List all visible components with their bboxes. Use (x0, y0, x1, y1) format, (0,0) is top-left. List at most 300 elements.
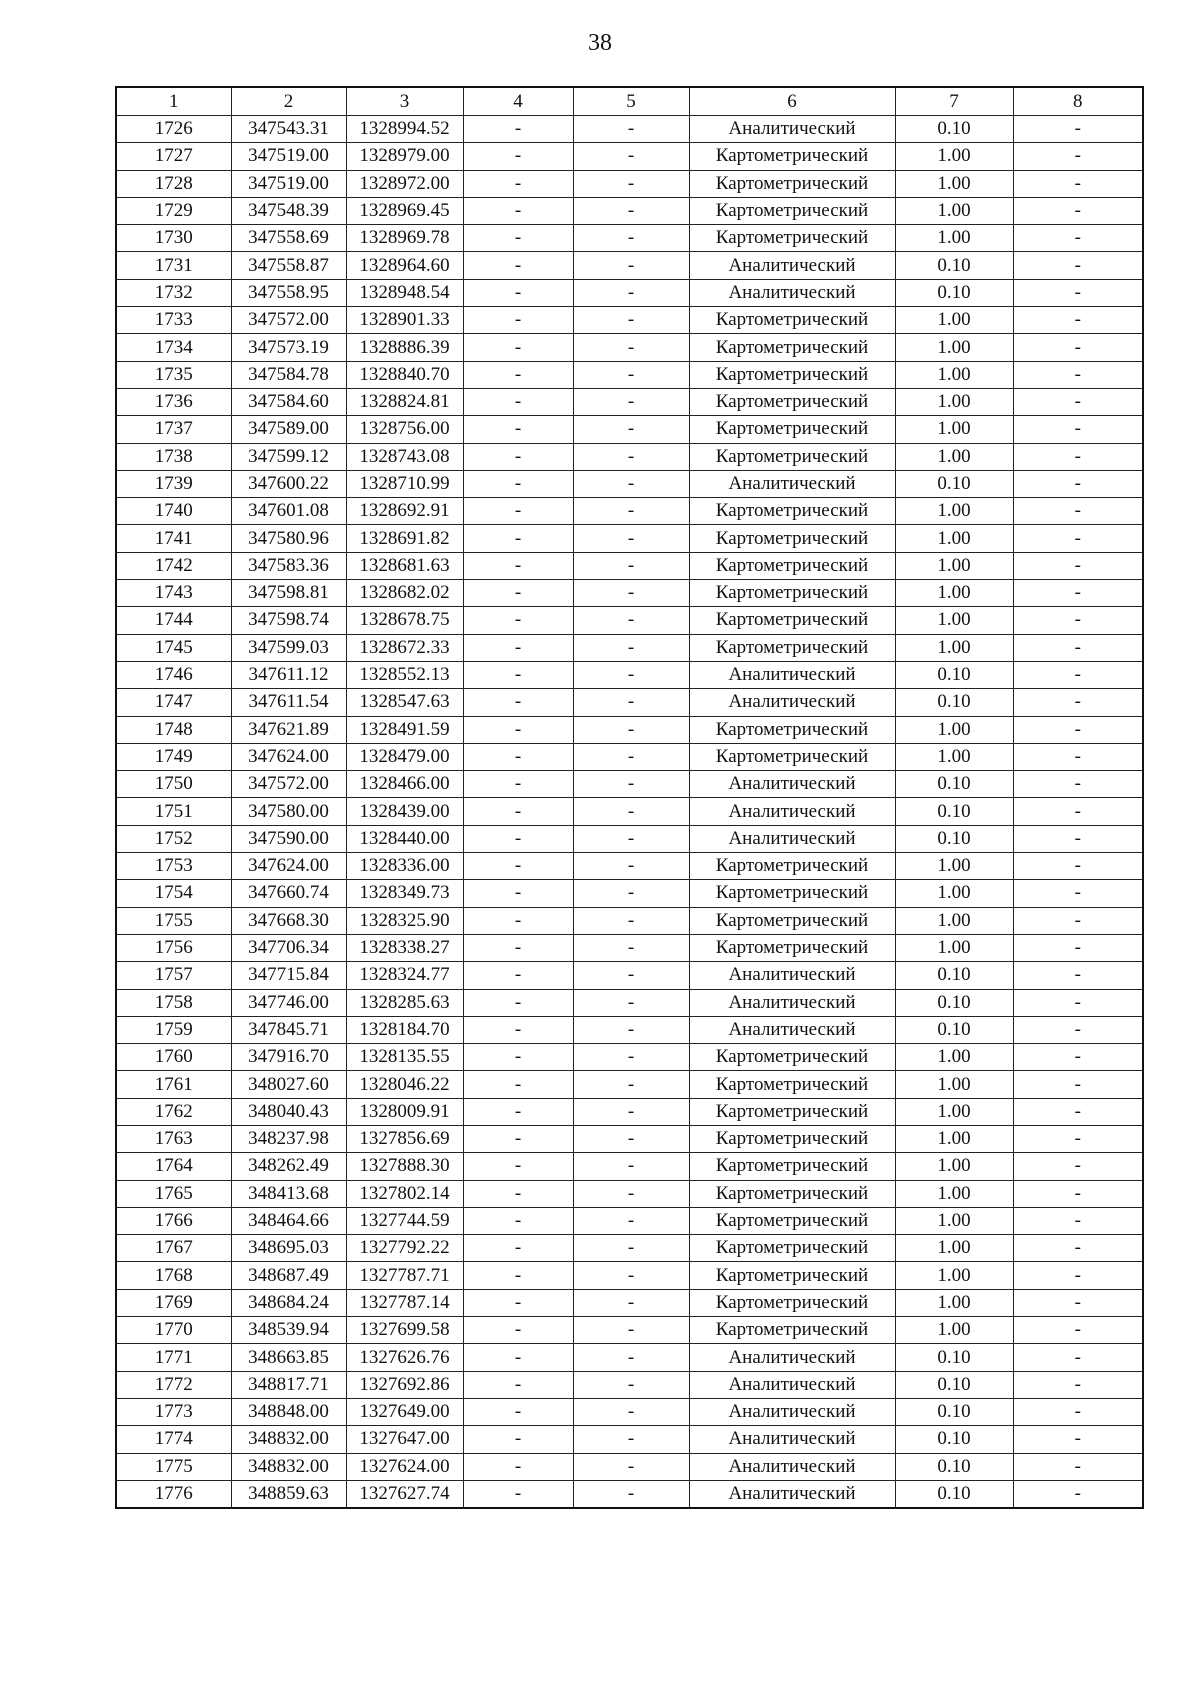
table-row (116, 252, 1143, 279)
table-cell: Картометрический (689, 361, 895, 388)
table-cell: 348832.00 (231, 1453, 346, 1480)
table-cell: 1.00 (895, 1317, 1013, 1344)
table-row (116, 934, 1143, 961)
table-row (116, 116, 1143, 143)
table-cell: - (1013, 716, 1143, 743)
table-cell: 1727 (116, 143, 231, 170)
table-cell: Картометрический (689, 607, 895, 634)
table-row (116, 1426, 1143, 1453)
table-cell: - (573, 279, 689, 306)
table-cell: 348539.94 (231, 1317, 346, 1344)
table-cell: 0.10 (895, 1480, 1013, 1508)
table-cell: 1328901.33 (346, 307, 463, 334)
table-cell: 1730 (116, 225, 231, 252)
table-cell: - (1013, 252, 1143, 279)
table-cell: 347558.87 (231, 252, 346, 279)
table-cell: Картометрический (689, 552, 895, 579)
table-cell: - (463, 197, 573, 224)
table-cell: Картометрический (689, 907, 895, 934)
table-cell: 1770 (116, 1317, 231, 1344)
table-cell: - (463, 1480, 573, 1508)
table-cell: - (1013, 689, 1143, 716)
table-cell: 1776 (116, 1480, 231, 1508)
table-cell: - (463, 907, 573, 934)
table-cell: - (573, 907, 689, 934)
table-cell: 1327744.59 (346, 1207, 463, 1234)
table-cell: - (573, 1398, 689, 1425)
table-cell: - (463, 143, 573, 170)
table-cell: - (573, 1480, 689, 1508)
table-cell: - (1013, 907, 1143, 934)
table-cell: 0.10 (895, 279, 1013, 306)
table-cell: 1328682.02 (346, 580, 463, 607)
table-cell: 1.00 (895, 552, 1013, 579)
table-cell: 1327692.86 (346, 1371, 463, 1398)
table-cell: 1753 (116, 853, 231, 880)
table-cell: 0.10 (895, 1371, 1013, 1398)
table-cell: 0.10 (895, 661, 1013, 688)
table-row (116, 170, 1143, 197)
table-cell: Картометрический (689, 716, 895, 743)
table-cell: - (1013, 334, 1143, 361)
table-row (116, 771, 1143, 798)
table-cell: 347598.81 (231, 580, 346, 607)
table-cell: - (573, 1180, 689, 1207)
table-cell: 1734 (116, 334, 231, 361)
table-cell: 0.10 (895, 1344, 1013, 1371)
table-cell: Аналитический (689, 798, 895, 825)
table-cell: 348817.71 (231, 1371, 346, 1398)
table-cell: Аналитический (689, 689, 895, 716)
table-cell: - (463, 1453, 573, 1480)
table-cell: - (1013, 498, 1143, 525)
table-cell: - (1013, 1125, 1143, 1152)
table-row (116, 1371, 1143, 1398)
table-cell: Аналитический (689, 1344, 895, 1371)
table-cell: 1.00 (895, 143, 1013, 170)
table-cell: 1.00 (895, 1289, 1013, 1316)
table-cell: - (1013, 1098, 1143, 1125)
table-cell: - (1013, 1262, 1143, 1289)
table-cell: 347624.00 (231, 743, 346, 770)
table-cell: 347584.60 (231, 388, 346, 415)
table-cell: - (573, 197, 689, 224)
table-cell: - (463, 116, 573, 143)
table-cell: 1751 (116, 798, 231, 825)
table-cell: 1738 (116, 443, 231, 470)
table-cell: - (1013, 552, 1143, 579)
table-cell: 1.00 (895, 1098, 1013, 1125)
table-cell: - (463, 634, 573, 661)
table-cell: 1.00 (895, 1235, 1013, 1262)
table-cell: 1328466.00 (346, 771, 463, 798)
table-cell: - (1013, 634, 1143, 661)
table-cell: 1769 (116, 1289, 231, 1316)
table-cell: 0.10 (895, 962, 1013, 989)
table-cell: - (1013, 1398, 1143, 1425)
table-row (116, 443, 1143, 470)
table-cell: 1743 (116, 580, 231, 607)
table-cell: - (573, 170, 689, 197)
table-cell: - (1013, 607, 1143, 634)
table-cell: - (463, 880, 573, 907)
table-cell: - (1013, 416, 1143, 443)
table-cell: - (463, 525, 573, 552)
table-cell: 1760 (116, 1044, 231, 1071)
table-cell: 348832.00 (231, 1426, 346, 1453)
table-cell: - (1013, 934, 1143, 961)
table-row (116, 580, 1143, 607)
table-cell: - (1013, 170, 1143, 197)
table-cell: 1744 (116, 607, 231, 634)
table-row (116, 225, 1143, 252)
table-cell: 347572.00 (231, 307, 346, 334)
table-cell: 347845.71 (231, 1016, 346, 1043)
table-cell: Картометрический (689, 1044, 895, 1071)
table-cell: 347589.00 (231, 416, 346, 443)
table-cell: - (1013, 307, 1143, 334)
table-cell: - (463, 1426, 573, 1453)
table-cell: - (573, 334, 689, 361)
table-row (116, 1044, 1143, 1071)
table-cell: - (573, 825, 689, 852)
table-row (116, 1480, 1143, 1508)
table-cell: 348687.49 (231, 1262, 346, 1289)
table-cell: - (573, 361, 689, 388)
table-cell: - (463, 443, 573, 470)
table-cell: 1758 (116, 989, 231, 1016)
table-cell: - (573, 1207, 689, 1234)
table-cell: 1328009.91 (346, 1098, 463, 1125)
table-cell: - (573, 1071, 689, 1098)
table-cell: - (1013, 143, 1143, 170)
table-cell: Картометрический (689, 225, 895, 252)
table-row (116, 689, 1143, 716)
table-cell: - (1013, 1153, 1143, 1180)
table-cell: - (573, 771, 689, 798)
table-cell: 347519.00 (231, 143, 346, 170)
table-cell: 1327888.30 (346, 1153, 463, 1180)
table-cell: 1328324.77 (346, 962, 463, 989)
table-cell: 1766 (116, 1207, 231, 1234)
table-cell: - (1013, 116, 1143, 143)
table-cell: 1.00 (895, 634, 1013, 661)
table-cell: - (1013, 743, 1143, 770)
table-cell: - (463, 689, 573, 716)
column-header: 1 (116, 87, 231, 116)
column-header: 4 (463, 87, 573, 116)
table-cell: - (463, 853, 573, 880)
table-cell: 347600.22 (231, 470, 346, 497)
table-cell: - (1013, 1317, 1143, 1344)
table-cell: - (1013, 1289, 1143, 1316)
table-cell: 347558.95 (231, 279, 346, 306)
table-cell: - (463, 1398, 573, 1425)
table-cell: 1746 (116, 661, 231, 688)
table-cell: Аналитический (689, 1398, 895, 1425)
table-cell: 1765 (116, 1180, 231, 1207)
table-cell: 1327787.71 (346, 1262, 463, 1289)
table-cell: 348663.85 (231, 1344, 346, 1371)
table-cell: - (1013, 470, 1143, 497)
table-cell: - (463, 661, 573, 688)
table-row (116, 1125, 1143, 1152)
table-cell: 347611.54 (231, 689, 346, 716)
table-cell: Аналитический (689, 825, 895, 852)
table-cell: 1.00 (895, 416, 1013, 443)
coordinates-table (115, 86, 1144, 1509)
table-row (116, 1153, 1143, 1180)
table-cell: - (573, 1153, 689, 1180)
table-cell: 1328338.27 (346, 934, 463, 961)
table-cell: 1.00 (895, 1153, 1013, 1180)
table-row (116, 853, 1143, 880)
table-row (116, 1317, 1143, 1344)
table-cell: 1757 (116, 962, 231, 989)
table-cell: 1328479.00 (346, 743, 463, 770)
table-cell: 347668.30 (231, 907, 346, 934)
table-cell: - (573, 1016, 689, 1043)
table-cell: - (1013, 1207, 1143, 1234)
table-cell: 347599.12 (231, 443, 346, 470)
table-cell: 1328964.60 (346, 252, 463, 279)
table-cell: 1735 (116, 361, 231, 388)
table-cell: 1.00 (895, 1262, 1013, 1289)
table-cell: 1328969.78 (346, 225, 463, 252)
table-cell: Картометрический (689, 1207, 895, 1234)
table-cell: - (463, 1235, 573, 1262)
table-row (116, 661, 1143, 688)
table-row (116, 716, 1143, 743)
table-cell: 347543.31 (231, 116, 346, 143)
table-cell: - (573, 116, 689, 143)
table-cell: - (1013, 771, 1143, 798)
table-cell: 1.00 (895, 170, 1013, 197)
table-cell: Картометрический (689, 634, 895, 661)
table-cell: - (463, 1044, 573, 1071)
table-cell: - (463, 1125, 573, 1152)
table-cell: - (1013, 1180, 1143, 1207)
table-cell: 1771 (116, 1344, 231, 1371)
table-cell: 1328547.63 (346, 689, 463, 716)
table-cell: 1748 (116, 716, 231, 743)
table-cell: 348237.98 (231, 1125, 346, 1152)
table-cell: 1.00 (895, 716, 1013, 743)
column-header: 2 (231, 87, 346, 116)
table-cell: 1328672.33 (346, 634, 463, 661)
table-cell: Картометрический (689, 443, 895, 470)
table-cell: - (1013, 197, 1143, 224)
table-cell: 1.00 (895, 1071, 1013, 1098)
table-cell: Картометрический (689, 1180, 895, 1207)
table-row (116, 907, 1143, 934)
table-cell: 1.00 (895, 334, 1013, 361)
table-row (116, 743, 1143, 770)
table-cell: - (463, 225, 573, 252)
table-row (116, 607, 1143, 634)
table-cell: Картометрический (689, 1289, 895, 1316)
column-header: 8 (1013, 87, 1143, 116)
table-cell: Картометрический (689, 197, 895, 224)
table-cell: - (463, 1153, 573, 1180)
table-cell: 1.00 (895, 1207, 1013, 1234)
table-cell: 1328691.82 (346, 525, 463, 552)
table-row (116, 798, 1143, 825)
table-cell: - (463, 498, 573, 525)
table-cell: - (573, 634, 689, 661)
table-row (116, 334, 1143, 361)
table-cell: 1764 (116, 1153, 231, 1180)
table-cell: 1328756.00 (346, 416, 463, 443)
table-cell: Картометрический (689, 170, 895, 197)
table-cell: 1.00 (895, 197, 1013, 224)
table-cell: 1327792.22 (346, 1235, 463, 1262)
table-cell: - (573, 716, 689, 743)
table-cell: - (1013, 989, 1143, 1016)
table-row (116, 1235, 1143, 1262)
table-cell: - (1013, 1016, 1143, 1043)
table-cell: 1328046.22 (346, 1071, 463, 1098)
table-cell: 347558.69 (231, 225, 346, 252)
table-cell: 1328552.13 (346, 661, 463, 688)
table-cell: Картометрический (689, 853, 895, 880)
table-cell: - (1013, 1235, 1143, 1262)
table-cell: 347548.39 (231, 197, 346, 224)
table-cell: - (1013, 1344, 1143, 1371)
table-cell: 1742 (116, 552, 231, 579)
table-cell: - (463, 470, 573, 497)
table-cell: Картометрический (689, 334, 895, 361)
table-cell: - (1013, 443, 1143, 470)
table-cell: 348413.68 (231, 1180, 346, 1207)
table-cell: 347621.89 (231, 716, 346, 743)
table-cell: 1327649.00 (346, 1398, 463, 1425)
table-cell: - (1013, 525, 1143, 552)
table-cell: - (573, 962, 689, 989)
table-cell: Картометрический (689, 1071, 895, 1098)
table-cell: - (573, 934, 689, 961)
table-row (116, 307, 1143, 334)
table-cell: 1.00 (895, 525, 1013, 552)
table-cell: 1328692.91 (346, 498, 463, 525)
table-row (116, 1071, 1143, 1098)
table-cell: 347611.12 (231, 661, 346, 688)
table-cell: 347590.00 (231, 825, 346, 852)
table-cell: Аналитический (689, 989, 895, 1016)
table-cell: 1328994.52 (346, 116, 463, 143)
table-cell: - (1013, 1426, 1143, 1453)
table-cell: 1761 (116, 1071, 231, 1098)
table-cell: Аналитический (689, 470, 895, 497)
table-cell: Картометрический (689, 143, 895, 170)
table-cell: - (463, 279, 573, 306)
table-row (116, 962, 1143, 989)
table-cell: 1759 (116, 1016, 231, 1043)
table-cell: 1.00 (895, 1180, 1013, 1207)
table-cell: - (573, 1344, 689, 1371)
table-cell: - (1013, 225, 1143, 252)
table-row (116, 498, 1143, 525)
table-cell: 347519.00 (231, 170, 346, 197)
table-cell: 1328743.08 (346, 443, 463, 470)
table-cell: - (573, 1317, 689, 1344)
table-cell: - (573, 1098, 689, 1125)
table-cell: - (463, 252, 573, 279)
table-cell: 347624.00 (231, 853, 346, 880)
table-cell: Картометрический (689, 1235, 895, 1262)
table-cell: 0.10 (895, 1398, 1013, 1425)
table-cell: - (463, 1071, 573, 1098)
table-cell: 1774 (116, 1426, 231, 1453)
table-cell: 347916.70 (231, 1044, 346, 1071)
table-cell: 347601.08 (231, 498, 346, 525)
table-cell: Аналитический (689, 661, 895, 688)
table-cell: 1740 (116, 498, 231, 525)
table-cell: - (463, 1289, 573, 1316)
table-cell: 1328184.70 (346, 1016, 463, 1043)
table-row (116, 388, 1143, 415)
table-cell: - (573, 416, 689, 443)
table-cell: - (463, 1180, 573, 1207)
table-cell: 347580.96 (231, 525, 346, 552)
table-cell: Картометрический (689, 880, 895, 907)
table-cell: 1328349.73 (346, 880, 463, 907)
table-cell: - (463, 552, 573, 579)
table-cell: - (573, 798, 689, 825)
table-cell: - (463, 1344, 573, 1371)
table-cell: 1768 (116, 1262, 231, 1289)
table-cell: - (1013, 388, 1143, 415)
table-cell: 347598.74 (231, 607, 346, 634)
table-cell: - (573, 1262, 689, 1289)
table-cell: Картометрический (689, 1262, 895, 1289)
table-cell: 1327626.76 (346, 1344, 463, 1371)
table-cell: - (463, 1016, 573, 1043)
table-cell: - (1013, 1453, 1143, 1480)
table-row (116, 634, 1143, 661)
table-cell: - (463, 388, 573, 415)
table-cell: 1327856.69 (346, 1125, 463, 1152)
table-cell: 1.00 (895, 498, 1013, 525)
table-row (116, 197, 1143, 224)
table-cell: Аналитический (689, 771, 895, 798)
table-cell: 1726 (116, 116, 231, 143)
table-cell: - (573, 470, 689, 497)
table-cell: 1.00 (895, 443, 1013, 470)
table-cell: 1775 (116, 1453, 231, 1480)
table-cell: 1739 (116, 470, 231, 497)
table-cell: - (573, 989, 689, 1016)
table-cell: - (573, 525, 689, 552)
table-cell: - (573, 443, 689, 470)
table-cell: Картометрический (689, 743, 895, 770)
table-cell: Картометрический (689, 1125, 895, 1152)
table-cell: - (463, 1262, 573, 1289)
table-cell: 0.10 (895, 252, 1013, 279)
table-cell: 1.00 (895, 607, 1013, 634)
column-header: 5 (573, 87, 689, 116)
table-cell: - (573, 1235, 689, 1262)
table-cell: 1327802.14 (346, 1180, 463, 1207)
table-cell: - (573, 143, 689, 170)
table-cell: - (1013, 880, 1143, 907)
table-cell: - (1013, 361, 1143, 388)
table-cell: 347706.34 (231, 934, 346, 961)
table-cell: 1.00 (895, 1044, 1013, 1071)
table-cell: - (573, 880, 689, 907)
table-cell: 1756 (116, 934, 231, 961)
table-cell: - (463, 334, 573, 361)
